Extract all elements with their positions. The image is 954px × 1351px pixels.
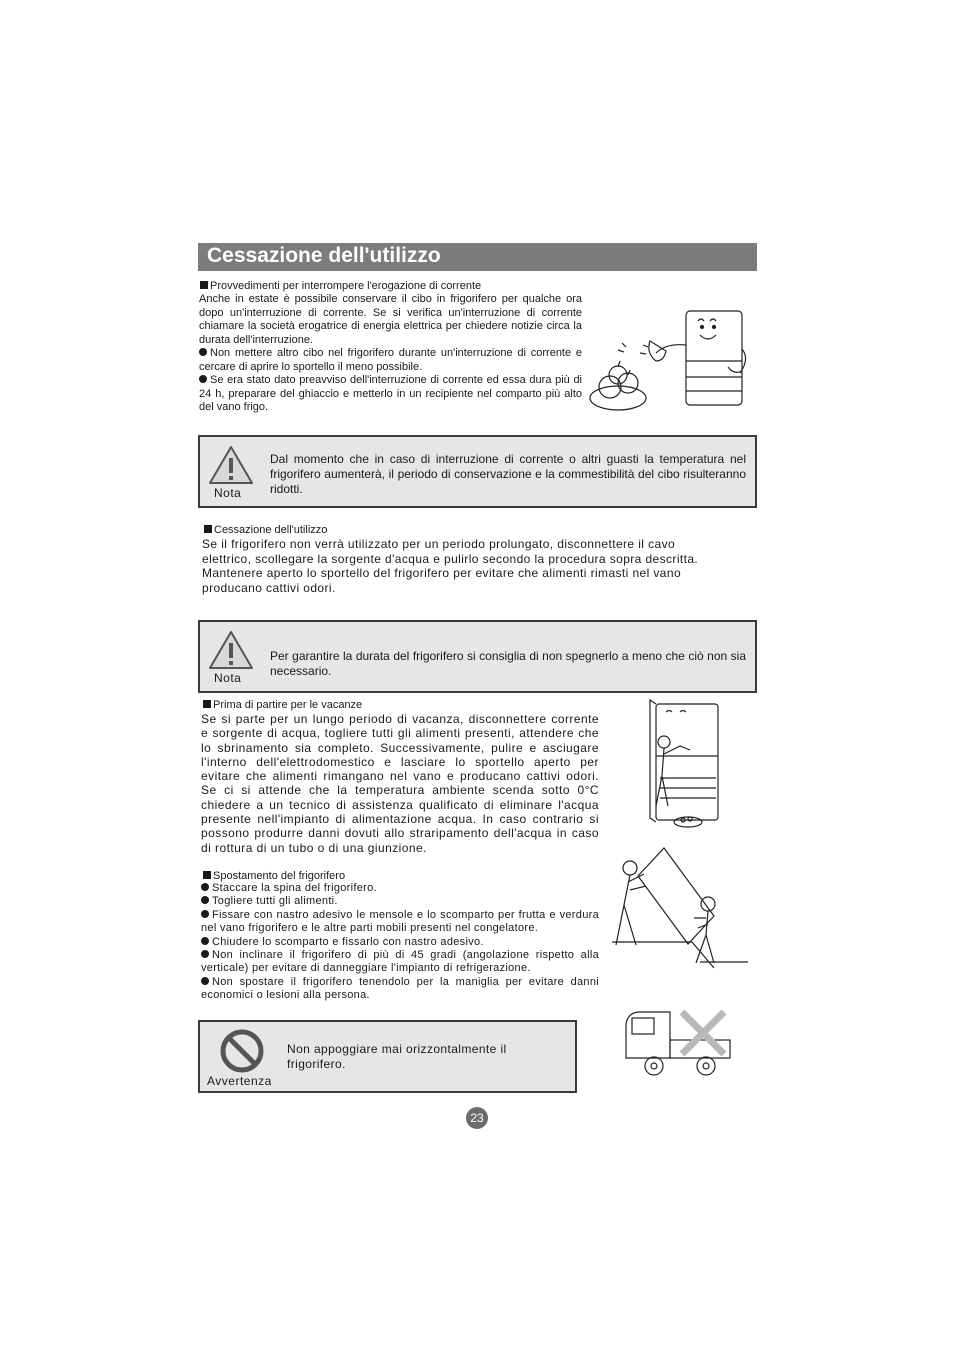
warning-label: Avvertenza bbox=[207, 1074, 272, 1088]
bullet-dot-icon bbox=[199, 348, 207, 356]
list-item: Non spostare il frigorifero tenendolo per la maniglia per evitare danni economici o lesioni alla persona. bbox=[201, 975, 599, 1002]
prohibited-icon bbox=[218, 1027, 266, 1075]
list-item: Fissare con nastro adesivo le mensole e lo scomparto per frutta e verdura nel vano frigorifero e le altre parti mobili presenti nel congelatore. bbox=[201, 908, 599, 935]
page-title: Cessazione dell'utilizzo bbox=[207, 244, 441, 267]
list-item: Staccare la spina del frigorifero. bbox=[201, 882, 599, 895]
bullet-dot-icon bbox=[201, 937, 209, 945]
bullet-dot-icon bbox=[201, 977, 209, 985]
cleaning-fridge-illustration bbox=[620, 698, 730, 832]
warning-box-horizontal bbox=[198, 1020, 577, 1093]
bullet-dot-icon bbox=[201, 910, 209, 918]
square-bullet-icon bbox=[203, 871, 211, 879]
note-label: Nota bbox=[214, 671, 242, 685]
list-item: Chiudere lo scomparto e fissarlo con nastro adesivo. bbox=[201, 936, 599, 949]
section-heading-stop-use: Cessazione dell'utilizzo bbox=[204, 524, 327, 537]
square-bullet-icon bbox=[204, 525, 212, 533]
section-heading-vacation: Prima di partire per le vacanze bbox=[203, 699, 362, 712]
moving-bullet-list bbox=[201, 882, 599, 1003]
note-box-power-outage bbox=[198, 435, 757, 508]
bullet-dot-icon bbox=[199, 375, 207, 383]
warning-triangle-icon bbox=[208, 630, 254, 670]
note-text: Dal momento che in caso di interruzione di corrente o altri guasti la temperatura nel frigorifero aumenterà, il periodo di conservazione e la commestibilità del cibo risulteranno ridotti. bbox=[270, 452, 746, 496]
square-bullet-icon bbox=[200, 281, 208, 289]
bullet-dot-icon bbox=[201, 950, 209, 958]
section-heading-moving: Spostamento del frigorifero bbox=[203, 870, 345, 883]
power-outage-text bbox=[199, 293, 582, 415]
note-box-lifespan bbox=[198, 620, 757, 693]
section-title-bar bbox=[198, 243, 757, 271]
page-number: 23 bbox=[466, 1107, 488, 1129]
list-item: Togliere tutti gli alimenti. bbox=[201, 895, 599, 908]
section-heading-power-outage: Provvedimenti per interrompere l'erogazione di corrente bbox=[200, 280, 481, 293]
warning-triangle-icon bbox=[208, 445, 254, 485]
power-outage-bullet: Se era stato dato preavviso dell'interruzione di corrente ed essa dura più di 24 h, preparare del ghiaccio e metterlo in un recipiente nel comparto più alto del vano frigo. bbox=[199, 374, 582, 413]
power-outage-intro: Anche in estate è possibile conservare il cibo in frigorifero per qualche ora dopo un'interruzione di corrente. Se si verifica un'interruzione di corrente chiamare la società erogatrice di energia elettrica per chiedere notizie circa la durata dell'interruzione. bbox=[199, 293, 582, 346]
list-item: Non inclinare il frigorifero di più di 45 gradi (angolazione rispetto alla verticale) per evitare di danneggiare l'impianto di refrigerazione. bbox=[201, 949, 599, 975]
stop-use-text: Se il frigorifero non verrà utilizzato per un periodo prolungato, disconnettere il cavo elettrico, scollegare la sorgente d'acqua e pulirlo secondo la procedura sopra descritta. Mantenere aperto lo sportello del frigorifero per evitare che alimenti rimasti nel vano producano cattivi odori. bbox=[202, 537, 699, 595]
fridge-character-illustration bbox=[588, 305, 748, 417]
warning-text: Non appoggiare mai orizzontalmente il frigorifero. bbox=[287, 1042, 507, 1071]
square-bullet-icon bbox=[203, 700, 211, 708]
note-label: Nota bbox=[214, 486, 242, 500]
power-outage-bullet: Non mettere altro cibo nel frigorifero durante un'interruzione di corrente e cercare di aprire lo sportello il meno possibile. bbox=[199, 347, 582, 373]
truck-prohibited-illustration bbox=[620, 1008, 732, 1080]
note-text: Per garantire la durata del frigorifero si consiglia di non spegnerlo a meno che ciò non sia necessario. bbox=[270, 649, 746, 678]
bullet-dot-icon bbox=[201, 896, 209, 904]
vacation-text: Se si parte per un lungo periodo di vacanza, disconnettere corrente e sorgente di acqua, togliere tutti gli alimenti presenti, attendere che lo sbrinamento sia completo. Successivamente, pulire e asciugare l'interno dell'elettrodomestico e lasciare lo sportello aperto per evitare che alimenti rimangano nel vano e producano cattivi odori. Se ci si attende che la temperatura ambiente scenda sotto 0°C chiedere a un tecnico di assistenza qualificato di eliminare l'acqua presente nell'impianto di alimentazione acqua. In caso contrario si possono produrre danni dovuti allo straripamento dell'acqua in caso di rottura di un tubo o di una giunzione. bbox=[201, 712, 599, 855]
moving-fridge-illustration bbox=[608, 846, 750, 972]
bullet-dot-icon bbox=[201, 883, 209, 891]
